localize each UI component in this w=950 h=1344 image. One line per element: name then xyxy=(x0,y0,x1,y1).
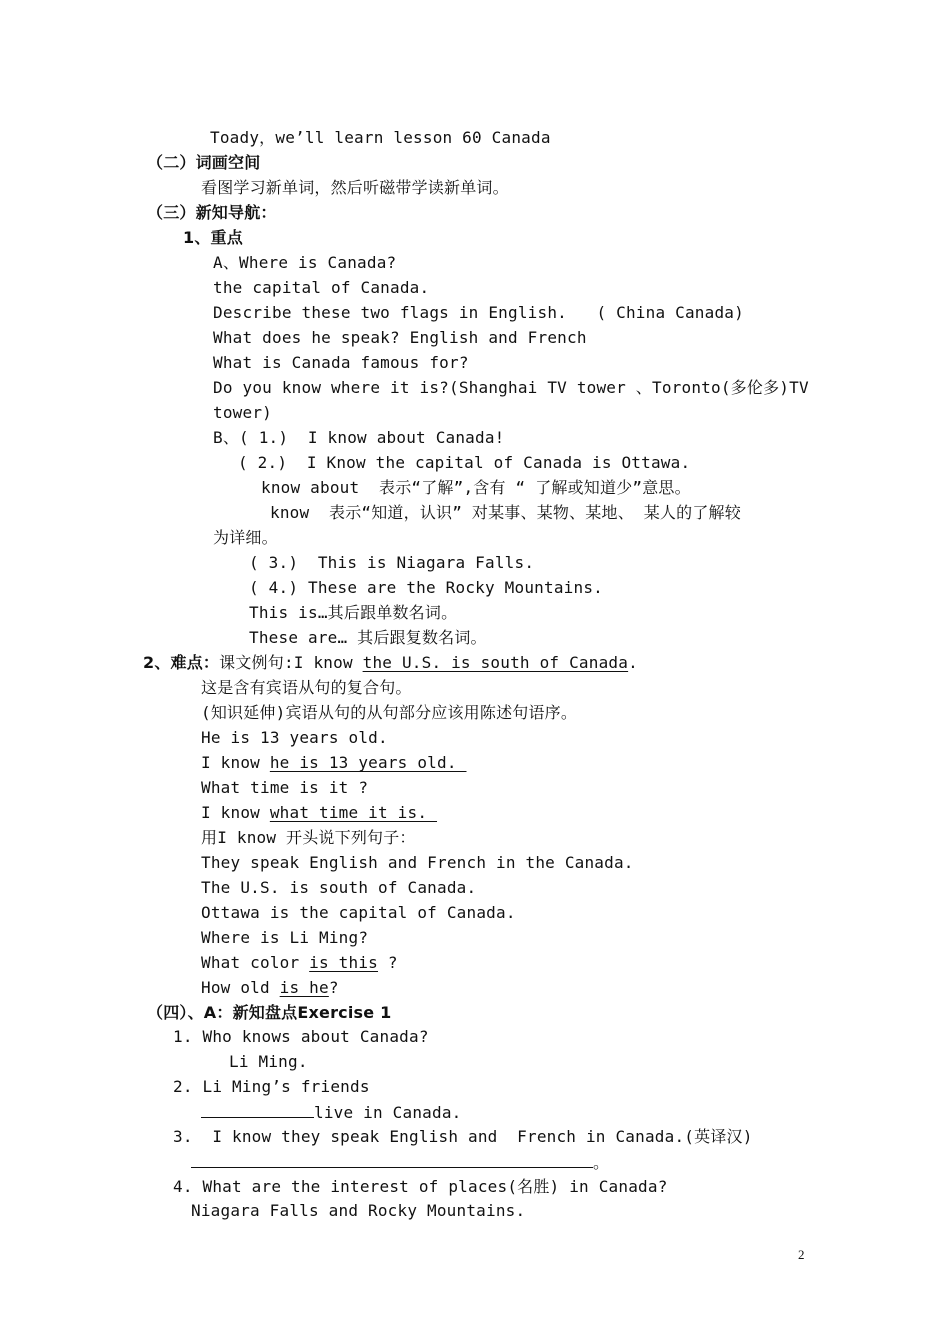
text-span: ? xyxy=(328,978,339,997)
text-span: I know xyxy=(201,803,270,822)
exercise-line-3 xyxy=(191,1149,609,1175)
exercise-line-2 xyxy=(201,1099,462,1125)
text-span: ? xyxy=(378,953,398,972)
text-line: the capital of Canada. xyxy=(213,278,430,297)
underlined-clause: the U.S. is south of Canada xyxy=(362,653,629,672)
text-line: What is Canada famous for? xyxy=(213,353,469,372)
text-line xyxy=(201,950,398,975)
text-line: These are… 其后跟复数名词。 xyxy=(249,628,487,647)
fill-blank[interactable] xyxy=(191,1149,593,1168)
section-heading-2: （二）词画空间 xyxy=(147,153,261,172)
text-line xyxy=(201,750,467,775)
underlined-phrase: is this xyxy=(309,953,379,972)
text-line: He is 13 years old. xyxy=(201,728,388,747)
text-line: know about 表示“了解”,含有 “ 了解或知道少”意思。 xyxy=(261,478,691,497)
fill-blank[interactable] xyxy=(201,1099,314,1118)
text-line: Ottawa is the capital of Canada. xyxy=(201,903,516,922)
text-line: 这是含有宾语从句的复合句。 xyxy=(201,678,412,697)
text-line: This is…其后跟单数名词。 xyxy=(249,603,458,622)
text-span: 课文例句:I know xyxy=(219,653,363,672)
exercise-answer-4: Niagara Falls and Rocky Mountains. xyxy=(191,1201,526,1220)
text-span: 。 xyxy=(593,1153,610,1172)
intro-line: Toady，we’ll learn lesson 60 Canada xyxy=(210,128,551,147)
text-line: What time is it ? xyxy=(201,778,369,797)
text-line: They speak English and French in the Canada. xyxy=(201,853,634,872)
difficulty-line xyxy=(143,650,638,675)
text-line: Where is Li Ming? xyxy=(201,928,369,947)
text-line: 看图学习新单词，然后听磁带学读新单词。 xyxy=(201,178,509,197)
text-line: A、Where is Canada? xyxy=(213,253,397,272)
text-line: know 表示“知道，认识” 对某事、某物、某地、 某人的了解较 xyxy=(270,503,741,522)
page-number: 2 xyxy=(798,1247,805,1262)
exercise-item-4: 4. What are the interest of places(名胜) in Canada? xyxy=(173,1177,668,1196)
text-line xyxy=(201,975,339,1000)
text-line: (知识延伸)宾语从句的从句部分应该用陈述句语序。 xyxy=(201,703,578,722)
text-span: . xyxy=(628,653,638,672)
exercise-answer-1: Li Ming. xyxy=(229,1052,308,1071)
underlined-phrase: is he xyxy=(279,978,329,997)
text-line: 为详细。 xyxy=(213,528,278,547)
text-line: The U.S. is south of Canada. xyxy=(201,878,477,897)
text-line: tower) xyxy=(213,403,272,422)
exercise-item-3: 3. I know they speak English and French in Canada.(英译汉) xyxy=(173,1127,753,1146)
subheading-difficulty: 2、难点： xyxy=(143,653,220,672)
text-line: Describe these two flags in English. ( China Canada) xyxy=(213,303,744,322)
text-span: What color xyxy=(201,953,310,972)
underlined-clause: what time it is. xyxy=(269,803,438,822)
text-line: ( 4.) These are the Rocky Mountains. xyxy=(249,578,603,597)
exercise-item-1: 1. Who knows about Canada? xyxy=(173,1027,429,1046)
exercise-item-2: 2. Li Ming’s friends xyxy=(173,1077,370,1096)
subheading-key-points: 1、重点 xyxy=(183,228,243,247)
text-line xyxy=(201,800,437,825)
text-span: live in Canada. xyxy=(314,1103,462,1122)
section-heading-4: （四）、A：新知盘点Exercise 1 xyxy=(147,1003,392,1022)
text-line: Do you know where it is?(Shanghai TV tower 、Toronto(多伦多)TV xyxy=(213,378,809,397)
text-line: What does he speak? English and French xyxy=(213,328,587,347)
text-line: ( 2.) I Know the capital of Canada is Ottawa. xyxy=(238,453,691,472)
text-line: ( 3.) This is Niagara Falls. xyxy=(249,553,535,572)
underlined-clause: he is 13 years old. xyxy=(269,753,467,772)
text-span: I know xyxy=(201,753,270,772)
section-heading-3: （三）新知导航： xyxy=(147,203,277,222)
text-span: How old xyxy=(201,978,280,997)
text-line: B、( 1.) I know about Canada! xyxy=(213,428,505,447)
text-line: 用I know 开头说下列句子： xyxy=(201,828,416,847)
